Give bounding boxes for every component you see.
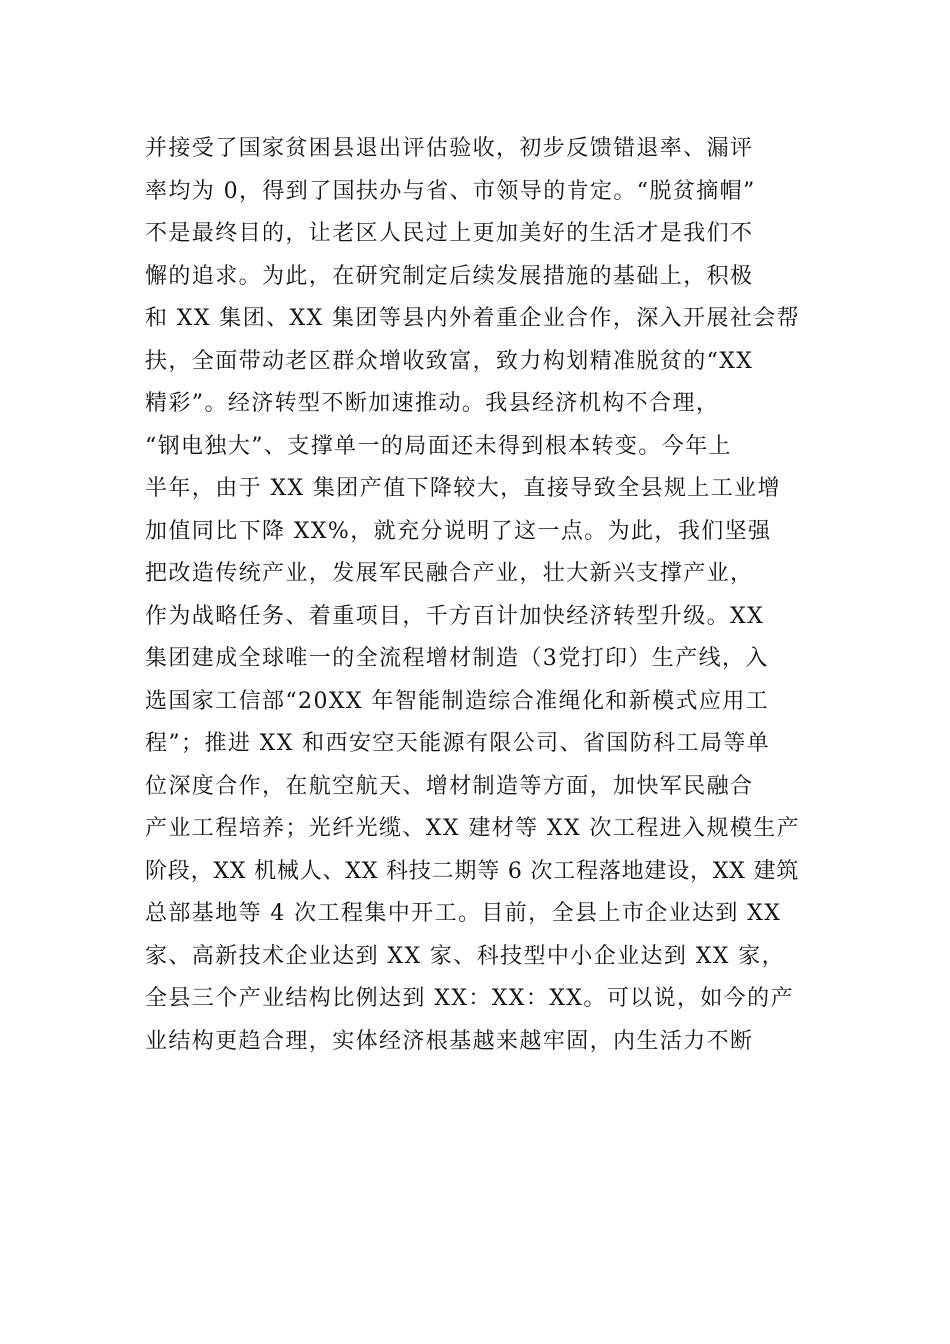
text-line: 位深度合作，在航空航天、增材制造等方面，加快军民融合 <box>145 773 754 799</box>
text-line: 加值同比下降 XX%，就充分说明了这一点。为此，我们坚强 <box>145 518 772 544</box>
text-line: 作为战略任务、着重项目，千方百计加快经济转型升级。XX <box>145 603 765 629</box>
text-line: 集团建成全球唯一的全流程增材制造（3党打印）生产线，入 <box>145 646 769 671</box>
body-text <box>145 128 805 1063</box>
text-line: 扶，全面带动老区群众增收致富，致力构划精准脱贫的“XX <box>145 348 754 374</box>
text-line: 阶段，XX 机械人、XX 科技二期等 6 次工程落地建设，XX 建筑 <box>145 858 800 884</box>
text-line: 和 XX 集团、XX 集团等县内外着重企业合作，深入开展社会帮 <box>145 306 801 331</box>
text-line: 不是最终目的，让老区人民过上更加美好的生活才是我们不 <box>145 221 754 246</box>
text-line: 半年，由于 XX 集团产值下降较大，直接导致全县规上工业增 <box>145 476 781 501</box>
text-line: “钢电独大”、支撑单一的局面还未得到根本转变。今年上 <box>145 433 732 459</box>
text-line: 选国家工信部“20XX 年智能制造综合准绳化和新模式应用工 <box>145 688 770 714</box>
text-line: 精彩”。经济转型不断加速推动。我县经济机构不合理， <box>145 391 720 416</box>
text-line: 家、高新技术企业达到 XX 家、科技型中小企业达到 XX 家， <box>145 943 786 969</box>
text-line: 程”；推进 XX 和西安空天能源有限公司、省国防科工局等单 <box>145 731 771 756</box>
text-line: 懈的追求。为此，在研究制定后续发展措施的基础上，积极 <box>145 263 754 289</box>
text-line: 并接受了国家贫困县退出评估验收，初步反馈错退率、漏评 <box>145 136 754 161</box>
text-line: 产业工程培养；光纤光缆、XX 建材等 XX 次工程进入规模生产 <box>145 816 801 841</box>
text-line: 全县三个产业结构比例达到 XX：XX：XX。可以说，如今的产 <box>145 986 794 1011</box>
text-line: 率均为 0，得到了国扶办与省、市领导的肯定。“脱贫摘帽” <box>145 178 756 204</box>
text-line: 把改造传统产业，发展军民融合产业，壮大新兴支撑产业， <box>145 561 754 586</box>
text-line: 业结构更趋合理，实体经济根基越来越牢固，内生活力不断 <box>145 1028 754 1054</box>
text-line: 总部基地等 4 次工程集中开工。目前，全县上市企业达到 XX <box>145 901 782 926</box>
